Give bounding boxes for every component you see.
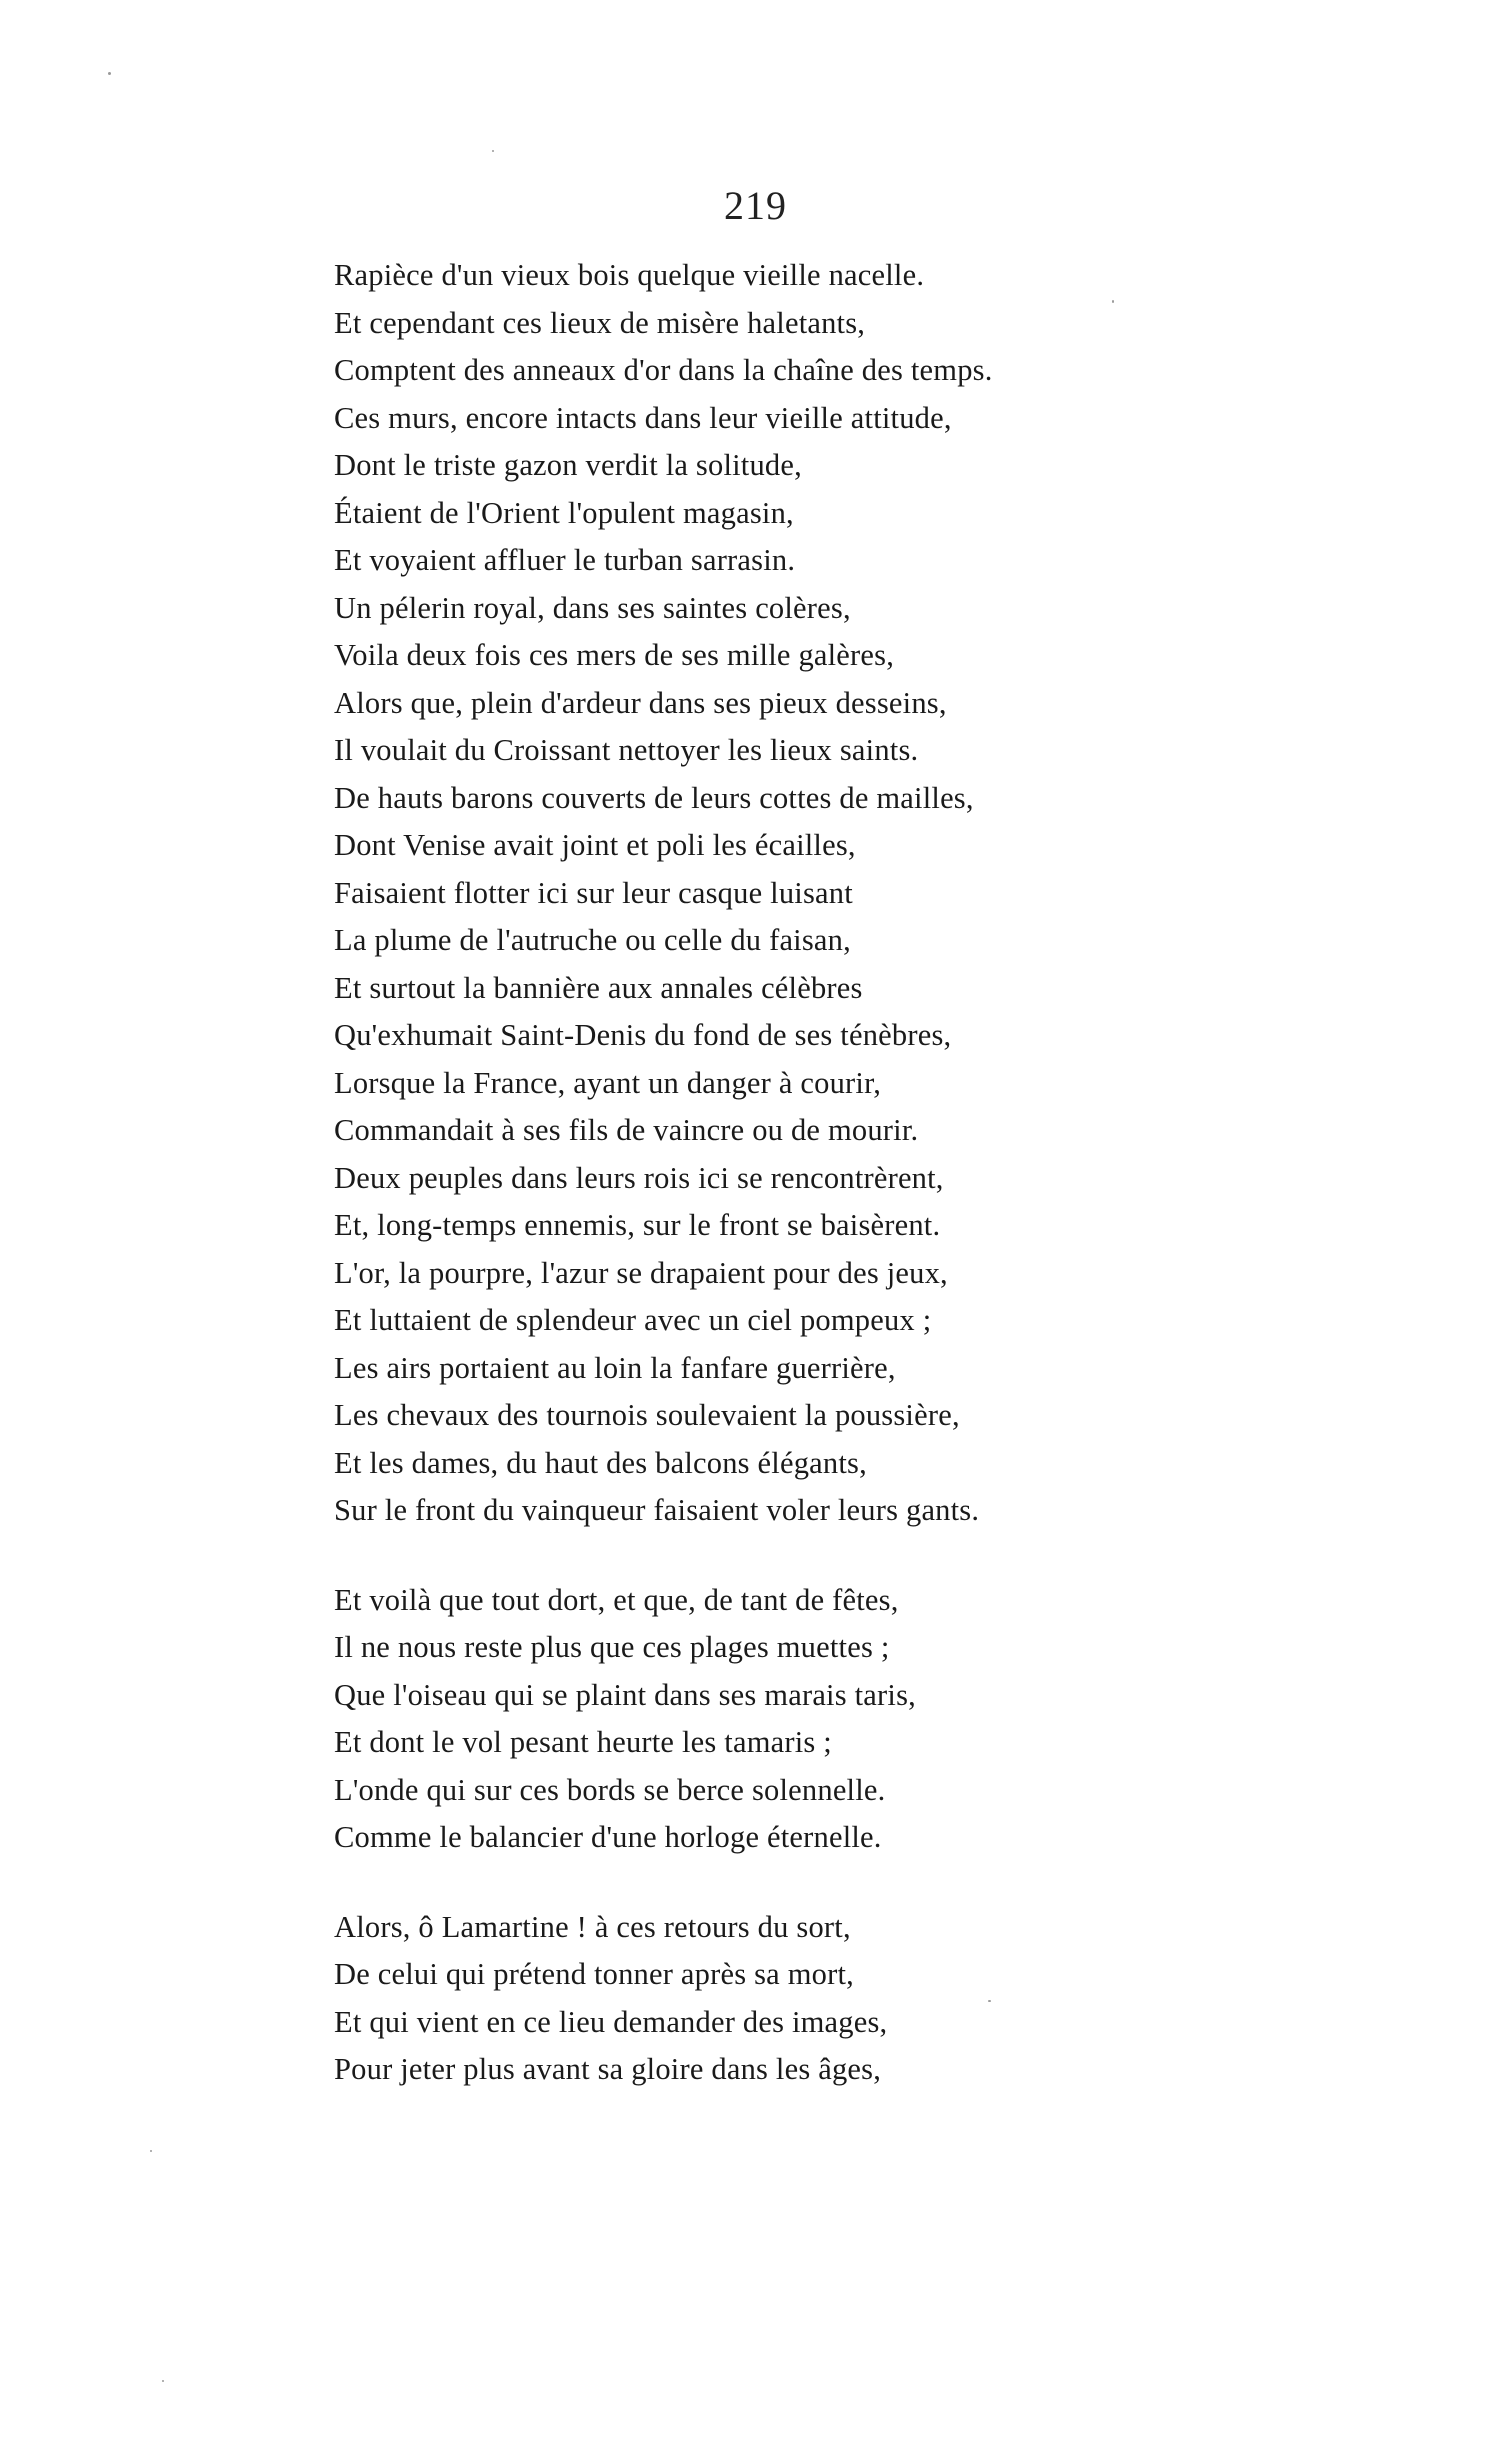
verse-line: Et qui vient en ce lieu demander des images, — [334, 2004, 888, 2039]
page-number: 219 — [724, 183, 787, 228]
paper-speck — [162, 2380, 164, 2382]
verse-line: Comme le balancier d'une horloge éternelle. — [334, 1820, 882, 1854]
verse-line: Et les dames, du haut des balcons élégants, — [334, 1445, 867, 1480]
paper-speck — [108, 72, 111, 75]
verse-line: Les chevaux des tournois soulevaient la poussière, — [334, 1398, 960, 1432]
verse-line: Et, long-temps ennemis, sur le front se baisèrent. — [334, 1208, 941, 1242]
verse-line: Et luttaient de splendeur avec un ciel pompeux ; — [334, 1303, 932, 1337]
verse-line: Voila deux fois ces mers de ses mille galères, — [334, 638, 895, 672]
verse-line: Sur le front du vainqueur faisaient voler leurs gants. — [334, 1493, 980, 1527]
verse-line: Ces murs, encore intacts dans leur vieille attitude, — [334, 400, 952, 435]
verse-line: L'onde qui sur ces bords se berce solennelle. — [334, 1772, 886, 1807]
verse-line: Il ne nous reste plus que ces plages muettes ; — [334, 1630, 890, 1664]
verse-line: Alors, ô Lamartine ! à ces retours du sort, — [334, 1909, 851, 1944]
verse-line: Les airs portaient au loin la fanfare guerrière, — [334, 1350, 896, 1385]
verse-line: Il voulait du Croissant nettoyer les lieux saints. — [334, 733, 919, 767]
verse-line: Alors que, plein d'ardeur dans ses pieux desseins, — [334, 685, 947, 720]
verse-line: Et voyaient affluer le turban sarrasin. — [334, 543, 796, 577]
verse-line: L'or, la pourpre, l'azur se drapaient pour des jeux, — [334, 1255, 948, 1290]
verse-line: De celui qui prétend tonner après sa mort, — [334, 1957, 854, 1991]
verse-line: Qu'exhumait Saint-Denis du fond de ses ténèbres, — [334, 1018, 952, 1052]
paper-speck — [492, 150, 494, 152]
verse-line: De hauts barons couverts de leurs cottes de mailles, — [334, 780, 974, 815]
stanza-3 — [334, 1904, 1234, 2094]
verse-line: Dont le triste gazon verdit la solitude, — [334, 448, 802, 482]
poem — [334, 252, 1234, 2094]
verse-line: Comptent des anneaux d'or dans la chaîne des temps. — [334, 353, 993, 387]
verse-line: Et voilà que tout dort, et que, de tant de fêtes, — [334, 1582, 899, 1617]
verse-line: Faisaient flotter ici sur leur casque luisant — [334, 875, 853, 910]
verse-line: Et dont le vol pesant heurte les tamaris ; — [334, 1725, 832, 1759]
stanza-1 — [334, 252, 1234, 1535]
verse-line: Dont Venise avait joint et poli les écailles, — [334, 828, 856, 862]
verse-line: Étaient de l'Orient l'opulent magasin, — [334, 495, 794, 530]
verse-line: Pour jeter plus avant sa gloire dans les âges, — [334, 2052, 882, 2086]
verse-line: Un pélerin royal, dans ses saintes colères, — [334, 590, 851, 625]
paper-speck — [150, 2150, 152, 2152]
verse-line: La plume de l'autruche ou celle du faisan, — [334, 923, 851, 957]
verse-line: Et cependant ces lieux de misère haletants, — [334, 305, 866, 340]
verse-line: Rapièce d'un vieux bois quelque vieille nacelle. — [334, 258, 925, 292]
verse-line: Que l'oiseau qui se plaint dans ses marais taris, — [334, 1677, 916, 1712]
stanza-2 — [334, 1577, 1234, 1862]
verse-line: Lorsque la France, ayant un danger à courir, — [334, 1065, 882, 1100]
verse-line: Commandait à ses fils de vaincre ou de mourir. — [334, 1113, 919, 1147]
verse-line: Deux peuples dans leurs rois ici se rencontrèrent, — [334, 1160, 944, 1195]
verse-line: Et surtout la bannière aux annales célèbres — [334, 970, 863, 1005]
